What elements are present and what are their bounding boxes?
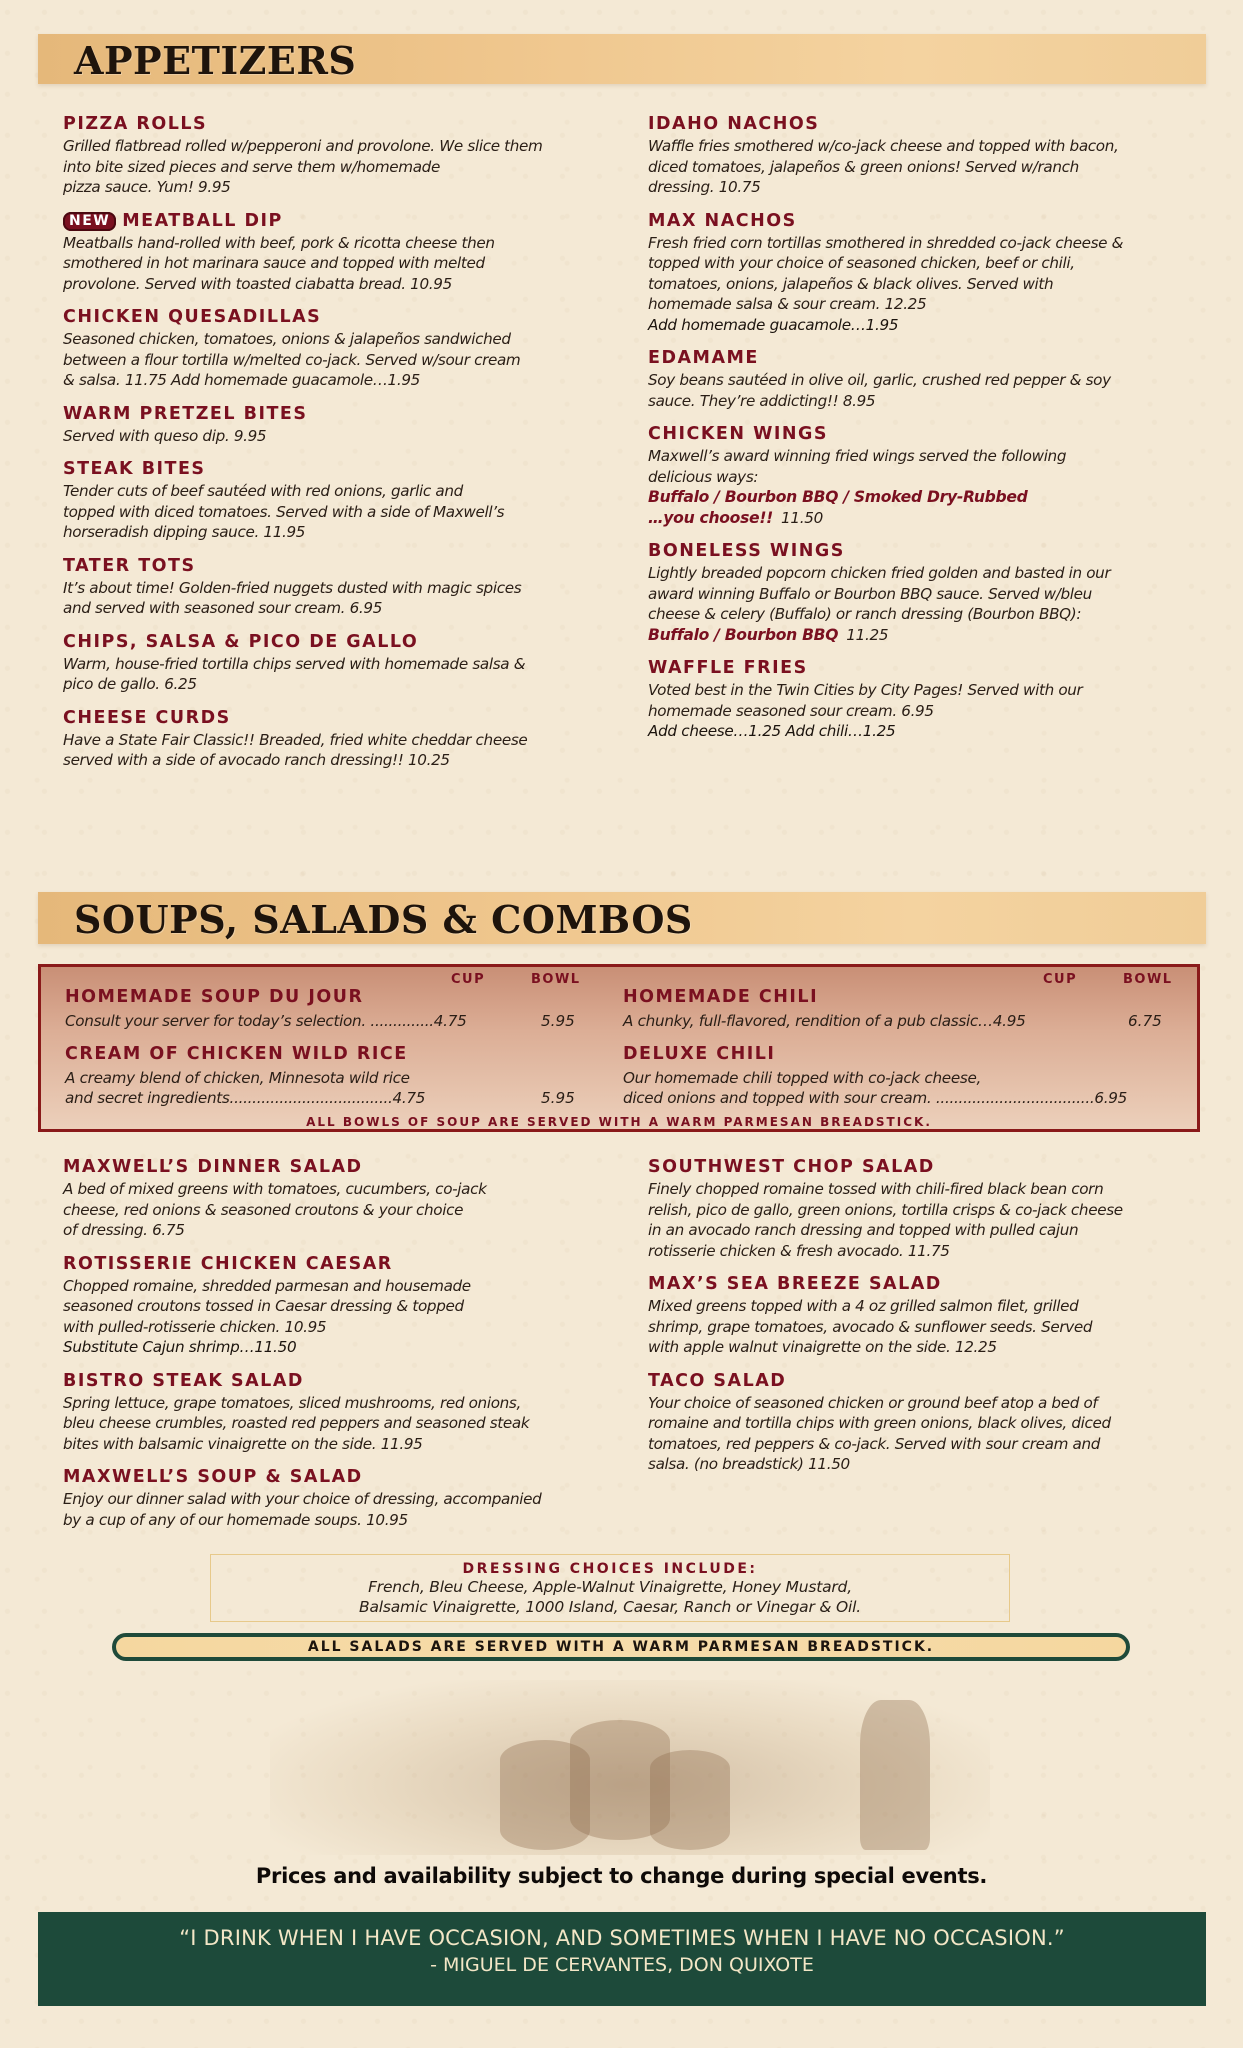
- menu-item: [63, 306, 603, 391]
- item-description: Enjoy our dinner salad with your choice of dressing, accompanied by a cup of any of our homemade soups. 10.95: [63, 1490, 542, 1529]
- salads-left-column: [63, 1156, 603, 1542]
- menu-item: [648, 423, 1188, 528]
- item-description: Soy beans sautéed in olive oil, garlic, crushed red pepper & soy sauce. They’re addicting!! 8.95: [648, 371, 1111, 410]
- item-name-text: WAFFLE FRIES: [648, 658, 808, 678]
- quote-banner: [38, 1912, 1206, 2006]
- soup-name: HOMEMADE CHILI: [623, 987, 819, 1007]
- item-options: [648, 625, 1188, 646]
- item-name: [648, 1273, 1188, 1295]
- item-name: [648, 540, 1188, 562]
- menu-item: [648, 347, 1188, 411]
- item-name-text: CHICKEN WINGS: [648, 424, 829, 444]
- item-name-text: BONELESS WINGS: [648, 541, 845, 561]
- menu-item: [63, 707, 603, 771]
- item-options-text: Buffalo / Bourbon BBQ / Smoked Dry-Rubbed …you choose!!: [648, 488, 1028, 527]
- menu-item: [63, 1466, 603, 1530]
- item-name: [648, 423, 1188, 445]
- item-name-text: IDAHO NACHOS: [648, 114, 820, 134]
- soup-line: Consult your server for today’s selection. ..............4.75: [65, 1012, 467, 1030]
- item-name: [63, 1156, 603, 1178]
- item-price: 11.25: [846, 625, 889, 644]
- item-options: [648, 487, 1188, 528]
- soups-banner: [38, 892, 1206, 944]
- soup-box-right: [623, 967, 1183, 1117]
- item-name-text: SOUTHWEST CHOP SALAD: [648, 1157, 935, 1177]
- soup-line: and secret ingredients....................................4.75: [65, 1089, 426, 1107]
- vintage-photo: [270, 1680, 990, 1855]
- item-name-text: BISTRO STEAK SALAD: [63, 1370, 304, 1391]
- menu-item: [63, 555, 603, 619]
- item-description: Have a State Fair Classic!! Breaded, fried white cheddar cheese served with a side of avocado ranch dressing!! 10.25: [63, 730, 528, 769]
- soup-name: CREAM OF CHICKEN WILD RICE: [65, 1044, 408, 1064]
- menu-item: [63, 1253, 603, 1358]
- barrel-shape: [650, 1750, 730, 1850]
- item-name: [648, 347, 1188, 369]
- bowl-header: BOWL: [1123, 972, 1173, 987]
- figure-shape: [860, 1700, 930, 1850]
- item-name: [63, 631, 603, 653]
- menu-item: [63, 403, 603, 447]
- soup-name: DELUXE CHILI: [623, 1044, 776, 1064]
- item-name-text: MAXWELL’S DINNER SALAD: [63, 1157, 363, 1177]
- cup-header: CUP: [451, 972, 486, 987]
- menu-item: [63, 113, 603, 198]
- menu-item: [648, 1370, 1188, 1475]
- item-name-text: CHEESE CURDS: [63, 707, 231, 728]
- item-name-text: WARM PRETZEL BITES: [63, 403, 308, 424]
- menu-item: [63, 1370, 603, 1455]
- menu-item: [63, 210, 603, 295]
- item-addon: Add homemade guacamole…1.95: [648, 315, 899, 334]
- soup-box: [38, 964, 1200, 1132]
- item-options-text: Buffalo / Bourbon BBQ: [648, 625, 839, 644]
- dressing-title: DRESSING CHOICES INCLUDE:: [462, 1561, 758, 1577]
- item-description: Warm, house-fried tortilla chips served with homemade salsa & pico de gallo. 6.25: [63, 654, 526, 693]
- item-name-text: EDAMAME: [648, 348, 759, 368]
- item-price: 11.50: [780, 508, 823, 527]
- menu-item: [648, 657, 1188, 742]
- menu-item: [648, 1156, 1188, 1261]
- menu-item: [648, 1273, 1188, 1358]
- item-name: [63, 113, 603, 135]
- new-badge: NEW: [63, 212, 116, 231]
- item-name-text: MAX NACHOS: [648, 210, 797, 231]
- item-name: [648, 210, 1188, 232]
- item-name-text: TATER TOTS: [63, 555, 196, 576]
- appetizers-banner: [38, 34, 1206, 84]
- item-name: [63, 458, 603, 480]
- item-description: Maxwell’s award winning fried wings served the following delicious ways:: [648, 447, 1067, 486]
- item-name-text: PIZZA ROLLS: [63, 114, 208, 134]
- item-name-text: STEAK BITES: [63, 459, 206, 479]
- menu-item: [648, 540, 1188, 645]
- soup-bowl-price: 5.95: [541, 1089, 575, 1107]
- item-name: [63, 210, 603, 232]
- salads-right-column: [648, 1156, 1188, 1487]
- item-description: Waffle fries smothered w/co-jack cheese and topped with bacon, diced tomatoes, jalapeños & green onions! Served w/ranch dressing. 10.75: [648, 137, 1119, 196]
- soup-bowl-price: 6.75: [1128, 1012, 1162, 1030]
- item-name: [63, 707, 603, 729]
- soup-bowl-price: 5.95: [541, 1012, 575, 1030]
- item-name: [63, 555, 603, 577]
- item-description: Chopped romaine, shredded parmesan and housemade seasoned croutons tossed in Caesar dressing & topped with pulled-rotisserie chicken. 10.95: [63, 1276, 471, 1336]
- menu-item: [63, 631, 603, 695]
- soup-line: A creamy blend of chicken, Minnesota wild rice: [65, 1069, 410, 1087]
- item-description: Your choice of seasoned chicken or ground beef atop a bed of romaine and tortilla chips with green onions, black olives, diced tomatoes, red peppers & co-jack. Served with sour cream and salsa. (no breadstick) 11.50: [648, 1393, 1111, 1473]
- item-name: [63, 1253, 603, 1275]
- item-name: [648, 1370, 1188, 1392]
- soup-name: HOMEMADE SOUP DU JOUR: [65, 987, 364, 1007]
- item-name-text: MEATBALL DIP: [122, 210, 283, 231]
- prices-note: Prices and availability subject to change during special events.: [255, 1864, 988, 1888]
- item-description: It’s about time! Golden-fried nuggets dusted with magic spices and served with seasoned sour cream. 6.95: [63, 578, 522, 617]
- item-description: Lightly breaded popcorn chicken fried golden and basted in our award winning Buffalo or Bourbon BBQ sauce. Served w/bleu cheese & celery (Buffalo) or ranch dressing (Bourbon BBQ):: [648, 564, 1111, 623]
- item-name: [63, 1370, 603, 1392]
- item-description: A bed of mixed greens with tomatoes, cucumbers, co-jack cheese, red onions & seasoned croutons & your choice of dressing. 6.75: [63, 1180, 487, 1239]
- bowl-header: BOWL: [531, 972, 581, 987]
- item-name-text: CHICKEN QUESADILLAS: [63, 307, 322, 327]
- item-description: Mixed greens topped with a 4 oz grilled salmon filet, grilled shrimp, grape tomatoes, avocado & sunflower seeds. Served with apple walnut vinaigrette on the side. 12.25: [648, 1297, 1093, 1356]
- item-name-text: ROTISSERIE CHICKEN CAESAR: [63, 1253, 393, 1274]
- item-description: Finely chopped romaine tossed with chili-fired black bean corn relish, pico de gallo, green onions, tortilla crisps & co-jack cheese in an avocado ranch dressing and topped with pulled cajun rotisserie chicken & fresh avocado. 11.75: [648, 1180, 1123, 1260]
- cup-header: CUP: [1043, 972, 1078, 987]
- menu-item: [63, 458, 603, 543]
- quote-attribution: - MIGUEL DE CERVANTES, DON QUIXOTE: [430, 1954, 814, 1976]
- dressing-list: French, Bleu Cheese, Apple-Walnut Vinaigrette, Honey Mustard, Balsamic Vinaigrette, 1000 Island, Caesar, Ranch or Vinegar & Oil.: [359, 1578, 861, 1616]
- menu-item: [648, 210, 1188, 336]
- menu-item: [63, 1156, 603, 1241]
- item-addon: Substitute Cajun shrimp…11.50: [63, 1338, 297, 1356]
- item-name: [648, 1156, 1188, 1178]
- item-description: Fresh fried corn tortillas smothered in shredded co-jack cheese & topped with your choice of seasoned chicken, beef or chili, tomatoes, onions, jalapeños & black olives. Served with homemade salsa & sour cream. 12.25: [648, 233, 1124, 313]
- item-name-text: MAX’S SEA BREEZE SALAD: [648, 1274, 942, 1294]
- item-description: Voted best in the Twin Cities by City Pages! Served with our homemade seasoned sour cream. 6.95: [648, 681, 1083, 720]
- item-name: [648, 113, 1188, 135]
- soup-line: diced onions and topped with sour cream. ...................................6.95: [623, 1089, 1127, 1107]
- soup-line: A chunky, full-flavored, rendition of a pub classic…4.95: [623, 1012, 1026, 1030]
- soup-line: Our homemade chili topped with co-jack cheese,: [623, 1069, 982, 1087]
- item-name: [63, 403, 603, 425]
- soups-title: SOUPS, SALADS & COMBOS: [74, 897, 693, 942]
- item-addon: Add cheese…1.25 Add chili…1.25: [648, 722, 896, 740]
- item-name-text: TACO SALAD: [648, 1370, 787, 1391]
- item-description: Tender cuts of beef sautéed with red onions, garlic and topped with diced tomatoes. Served with a side of Maxwell’s horseradish dipping sauce. 11.95: [63, 482, 505, 541]
- item-name-text: MAXWELL’S SOUP & SALAD: [63, 1467, 363, 1487]
- appetizers-right-column: [648, 113, 1188, 754]
- item-description: Seasoned chicken, tomatoes, onions & jalapeños sandwiched between a flour tortilla w/melted co-jack. Served w/sour cream & salsa. 11.75 Add homemade guacamole…1.95: [63, 330, 521, 389]
- item-name-text: CHIPS, SALSA & PICO DE GALLO: [63, 631, 419, 652]
- item-name: [63, 306, 603, 328]
- item-description: Served with queso dip. 9.95: [63, 426, 267, 445]
- dressing-box: [210, 1554, 1010, 1622]
- item-description: Meatballs hand-rolled with beef, pork & ricotta cheese then smothered in hot marinara sauce and topped with melted provolone. Served with toasted ciabatta bread. 10.95: [63, 233, 495, 293]
- appetizers-left-column: [63, 113, 603, 783]
- item-description: Spring lettuce, grape tomatoes, sliced mushrooms, red onions, bleu cheese crumbles, roasted red peppers and seasoned steak bites with balsamic vinaigrette on the side. 11.95: [63, 1393, 530, 1453]
- salad-breadstick-note: ALL SALADS ARE SERVED WITH A WARM PARMESAN BREADSTICK.: [112, 1633, 1130, 1661]
- soup-breadstick-note: ALL BOWLS OF SOUP ARE SERVED WITH A WARM PARMESAN BREADSTICK.: [306, 1115, 932, 1129]
- menu-item: [648, 113, 1188, 198]
- item-description: Grilled flatbread rolled w/pepperoni and provolone. We slice them into bite sized pieces and serve them w/homemade pizza sauce. Yum! 9.95: [63, 137, 543, 196]
- item-name: [648, 657, 1188, 679]
- quote-text: “I DRINK WHEN I HAVE OCCASION, AND SOMETIMES WHEN I HAVE NO OCCASION.”: [179, 1926, 1065, 1950]
- item-name: [63, 1466, 603, 1488]
- soup-box-left: [41, 967, 601, 1117]
- appetizers-title: APPETIZERS: [74, 38, 357, 83]
